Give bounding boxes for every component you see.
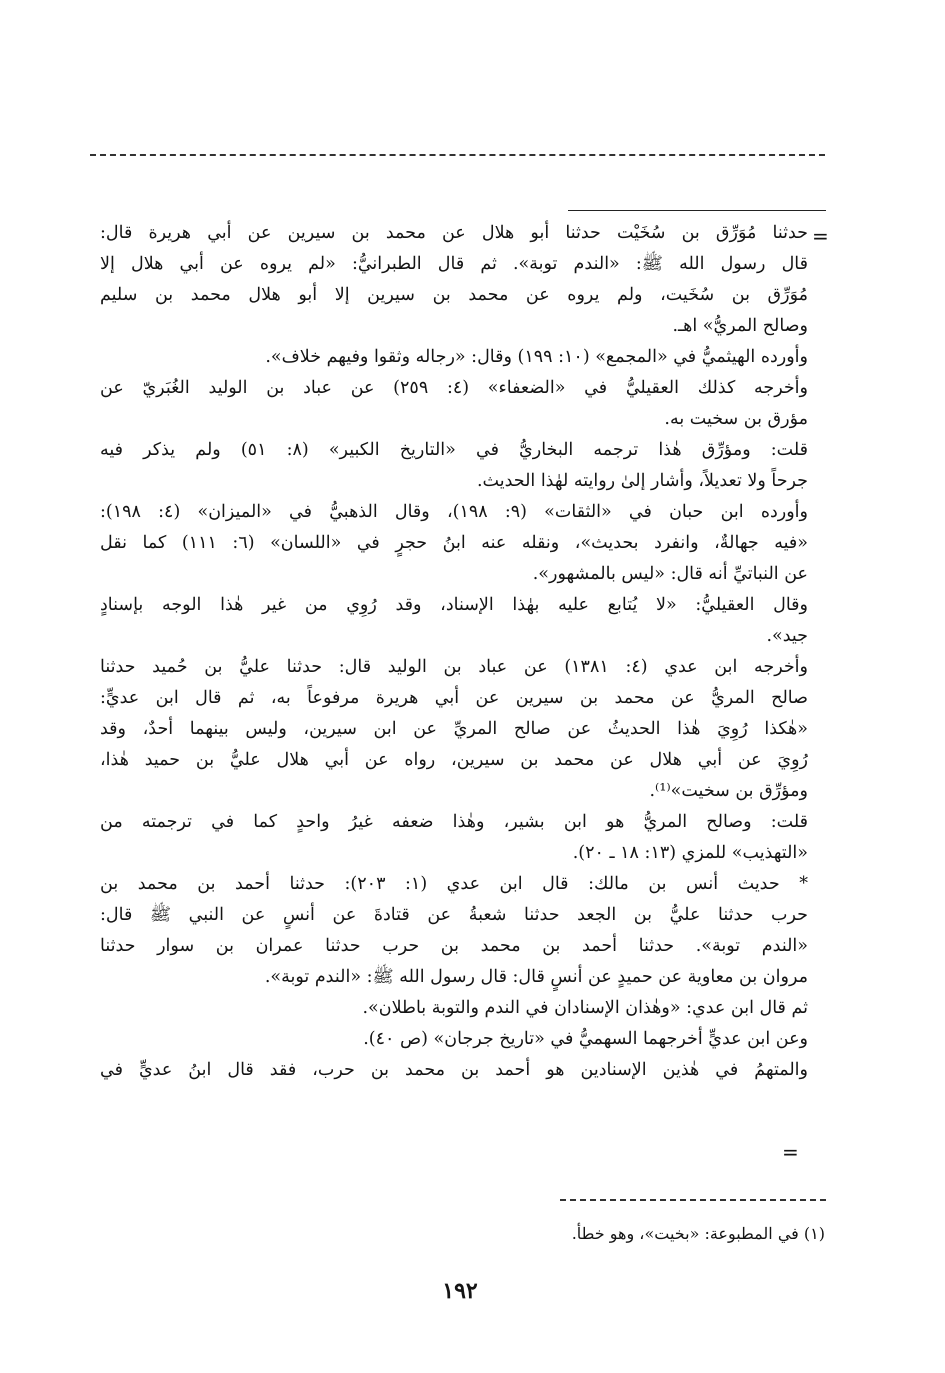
text-line: ثم قال ابن عدي: «وهٰذان الإسنادان في الندم والتوبة باطلان».: [362, 998, 808, 1018]
text-line: مؤرق بن سخيت به.: [664, 409, 808, 429]
text-line: * حديث أنس بن مالك: قال ابن عدي (١: ٢٠٣): حدثنا أحمد بن محمد بن: [100, 874, 808, 894]
text-line: مُوَرِّق بن سُخَيت، ولم يروه عن محمد بن سيرين إلا أبو هلال محمد بن سليم: [100, 285, 808, 305]
continuation-mark-bottom: =: [782, 1140, 799, 1164]
text-line: «فيه جهالةٌ، وانفرد بحديث»، ونقله عنه ابنُ حجرٍ في «اللسان» (٦: ١١١) كما نقل: [100, 533, 808, 553]
text-line: ومؤرِّق بن سخيت»⁽¹⁾.: [649, 781, 808, 801]
text-line: قلت: وصالح المريُّ هو ابن بشير، وهٰذا ضعفه غيرُ واحدٍ كما في ترجمته من: [100, 812, 808, 832]
text-line: مروان بن معاوية عن حميدٍ عن أنسٍ قال: قال رسول الله ﷺ: «الندم توبة».: [264, 967, 808, 987]
text-line: وأخرجه كذلك العقيليُّ في «الضعفاء» (٤: ٢٥٩) عن عباد بن الوليد الغُبَريّ عن: [100, 378, 808, 398]
footnote: (١) في المطبوعة: «بخيت»، وهو خطأ.: [571, 1224, 825, 1243]
text-line: صالح المريُّ عن محمد بن سيرين عن أبي هريرة مرفوعاً به، ثم قال ابن عديٍّ:: [100, 688, 808, 708]
text-line: «الندم توبة». حدثنا أحمد بن محمد بن حرب حدثنا عمران بن سوار حدثنا: [100, 936, 808, 956]
text-line: وأورده الهيثميُّ في «المجمع» (١٠: ١٩٩) وقال: «رجاله وثقوا وفيهم خلاف».: [265, 347, 808, 367]
text-line: وصالح المريُّ» اهـ.: [672, 316, 808, 336]
text-line: حرب حدثنا عليُّ بن الجعد حدثنا شعبةُ عن قتادةَ عن أنسٍ عن النبي ﷺ قال:: [100, 905, 808, 925]
text-line: جيد».: [766, 626, 808, 646]
main-text: [100, 218, 808, 1086]
text-line: «هٰكذا رُوِيَ هٰذا الحديثُ عن صالح المريِّ عن ابن سيرين، وليس بينهما أحدٌ، وقد: [100, 719, 808, 739]
text-line: عن النباتيِّ أنه قال: «ليس بالمشهور».: [532, 564, 808, 584]
text-line: وأورده ابن حبان في «الثقات» (٩: ١٩٨)، وقال الذهبيُّ في «الميزان» (٤: ١٩٨):: [100, 502, 808, 522]
text-line: والمتهمُ في هٰذين الإسنادين هو أحمد بن محمد بن حرب، فقد قال ابنُ عديٍّ في: [100, 1060, 808, 1080]
continuation-mark-top: =: [812, 224, 829, 248]
footnote-rule: [560, 1199, 826, 1201]
text-line: قلت: ومؤرِّق هٰذا ترجمه البخاريُّ في «التاريخ الكبير» (٨: ٥١) ولم يذكر فيه: [100, 440, 808, 460]
text-line: رُوِيَ عن أبي هلال عن محمد بن سيرين، رواه عن أبي هلال عليُّ بن حميد هٰذا،: [100, 750, 808, 770]
page-number: ١٩٢: [442, 1278, 478, 1304]
text-line: وقال العقيليُّ: «لا يُتابع عليه بهٰذا الإسناد، وقد رُوِي من غير هٰذا الوجه بإسنادٍ: [100, 595, 808, 615]
header-dashed-rule: [90, 154, 825, 156]
text-line: حدثنا مُوَرِّق بن سُخَيْت حدثنا أبو هلال عن محمد بن سيرين عن أبي هريرة قال:: [100, 223, 808, 243]
text-line: جرحاً ولا تعديلاً، وأشار إلىٰ روايته لهٰذا الحديث.: [476, 471, 808, 491]
text-line: «التهذيب» للمزي (١٣: ١٨ ـ ٢٠).: [572, 843, 808, 863]
short-rule: [568, 210, 826, 211]
text-line: قال رسول الله ﷺ: «الندم توبة». ثم قال الطبرانيُّ: «لم يروه عن أبي هلال إلا: [100, 254, 808, 274]
text-line: وأخرجه ابن عدي (٤: ١٣٨١) عن عباد بن الوليد قال: حدثنا عليُّ بن حُميد حدثنا: [100, 657, 808, 677]
text-line: وعن ابن عديٍّ أخرجهما السهميُّ في «تاريخ جرجان» (ص ٤٠).: [363, 1029, 808, 1049]
